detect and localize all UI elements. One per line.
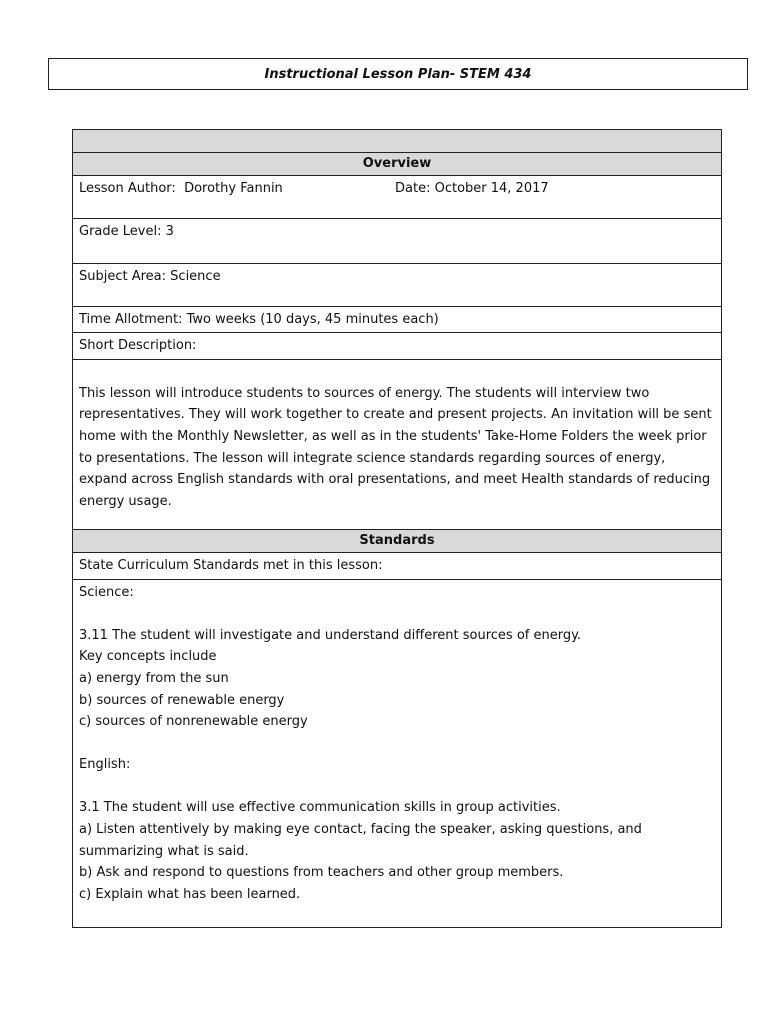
- science-item: a) energy from the sun: [79, 670, 229, 686]
- english-standard: 3.1 The student will use effective communication skills in group activities.: [79, 800, 561, 816]
- standards-heading-row: [73, 530, 722, 553]
- author-row: [73, 175, 722, 218]
- standards-body-row: [73, 579, 722, 928]
- author-name: Dorothy Fannin: [184, 180, 283, 196]
- grade-row: [73, 218, 722, 263]
- english-item: a) Listen attentively by making eye contact, facing the speaker, asking questions, and summarizing what is said.: [79, 822, 642, 859]
- table-header-row: [73, 130, 722, 153]
- english-item: c) Explain what has been learned.: [79, 886, 301, 902]
- date-value: October 14, 2017: [434, 180, 549, 196]
- science-item: b) sources of renewable energy: [79, 692, 285, 708]
- blank-header-cell: [73, 130, 722, 153]
- time-value: Two weeks (10 days, 45 minutes each): [186, 311, 439, 327]
- document-title: Instructional Lesson Plan- STEM 434: [48, 58, 748, 90]
- subject-row: [73, 263, 722, 306]
- time-row: [73, 306, 722, 333]
- science-key-concepts: Key concepts include: [79, 649, 217, 665]
- standards-intro: State Curriculum Standards met in this lesson:: [73, 552, 722, 579]
- spacer: [79, 733, 715, 755]
- subject-cell: [73, 263, 722, 306]
- english-label: English:: [79, 757, 131, 773]
- english-item: b) Ask and respond to questions from teachers and other group members.: [79, 865, 564, 881]
- grade-cell: [73, 218, 722, 263]
- date-field: [395, 178, 549, 200]
- short-desc-cell: [73, 359, 722, 530]
- author-cell: [73, 175, 722, 218]
- date-label: Date:: [395, 180, 431, 196]
- spacer: [79, 776, 715, 798]
- short-desc-label-row: [73, 333, 722, 360]
- short-desc-label: Short Description:: [73, 333, 722, 360]
- subject-label: Subject Area:: [79, 268, 167, 284]
- subject-value: Science: [170, 268, 221, 284]
- author-label: Lesson Author:: [79, 180, 176, 196]
- short-desc-row: [73, 359, 722, 530]
- science-item: c) sources of nonrenewable energy: [79, 714, 308, 730]
- science-standard: 3.11 The student will investigate and understand different sources of energy.: [79, 627, 582, 643]
- time-cell: [73, 306, 722, 333]
- standards-intro-row: [73, 552, 722, 579]
- grade-value: 3: [165, 223, 174, 239]
- science-label: Science:: [79, 584, 134, 600]
- spacer: [79, 603, 715, 625]
- overview-heading: Overview: [73, 153, 722, 176]
- standards-body-cell: [73, 579, 722, 928]
- lesson-plan-table: [72, 129, 722, 928]
- time-label: Time Allotment:: [79, 311, 183, 327]
- author-field: [79, 178, 395, 200]
- short-desc-text: This lesson will introduce students to sources of energy. The students will interview two representatives. They will work together to create and present projects. An invitation will be sent home with the Monthly Newsletter, as well as in the students' Take-Home Folders the week prior to presentations. The lesson will integrate science standards regarding sources of energy, expand across English standards with oral presentations, and meet Health standards of reducing energy usage.: [79, 385, 712, 509]
- grade-label: Grade Level:: [79, 223, 162, 239]
- overview-heading-row: [73, 153, 722, 176]
- standards-heading: Standards: [73, 530, 722, 553]
